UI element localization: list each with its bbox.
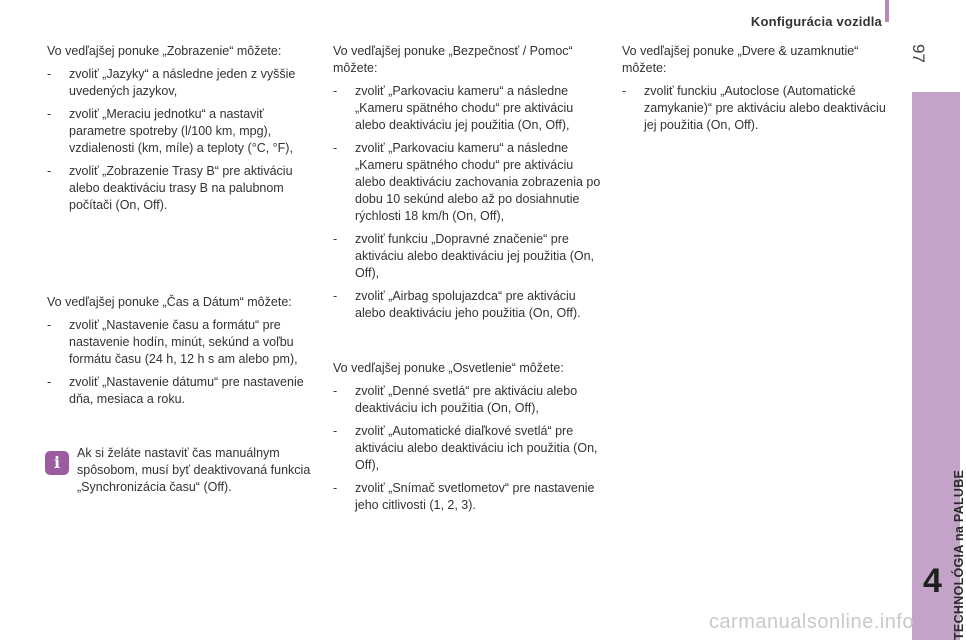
list-item: - zvoliť „Snímač svetlometov“ pre nastavenie jeho citlivosti (1, 2, 3). xyxy=(333,480,605,514)
section-bezpecnost xyxy=(333,43,605,328)
section-intro: Vo vedľajšej ponuke „Osvetlenie“ môžete: xyxy=(333,361,564,375)
section-zobrazenie xyxy=(47,43,312,220)
list-item: - zvoliť „Jazyky“ a následne jeden z vyššie uvedených jazykov, xyxy=(47,66,312,100)
section-cas-datum xyxy=(47,294,312,414)
option-list xyxy=(333,383,605,514)
section-dvere xyxy=(622,43,887,140)
list-item: - zvoliť funckiu „Autoclose (Automatické zamykanie)“ pre aktiváciu alebo deaktiváciu jej použitia (On, Off). xyxy=(622,83,887,134)
list-item: - zvoliť „Airbag spolujazdca“ pre aktiváciu alebo deaktiváciu jeho použitia (On, Off). xyxy=(333,288,605,322)
section-intro: Vo vedľajšej ponuke „Bezpečnosť / Pomoc“ môžete: xyxy=(333,44,573,75)
header-accent-bar xyxy=(885,0,889,22)
list-item: - zvoliť „Zobrazenie Trasy B“ pre aktiváciu alebo deaktiváciu trasy B na palubnom počítači (On, Off). xyxy=(47,163,312,214)
watermark: carmanualsonline.info xyxy=(708,611,914,633)
chapter-number: 4 xyxy=(923,562,942,600)
option-list xyxy=(333,83,605,322)
list-item: - zvoliť „Denné svetlá“ pre aktiváciu alebo deaktiváciu ich použitia (On, Off), xyxy=(333,383,605,417)
section-intro: Vo vedľajšej ponuke „Dvere & uzamknutie“ môžete: xyxy=(622,44,859,75)
list-item: - zvoliť „Automatické diaľkové svetlá“ pre aktiváciu alebo deaktiváciu ich použitia (On, Off), xyxy=(333,423,605,474)
list-item: - zvoliť „Nastavenie dátumu“ pre nastavenie dňa, mesiaca a roku. xyxy=(47,374,312,408)
option-list xyxy=(622,83,887,134)
list-item: - zvoliť „Nastavenie času a formátu“ pre nastavenie hodín, minút, sekúnd a voľbu formátu času (24 h, 12 h s am alebo pm), xyxy=(47,317,312,368)
section-intro: Vo vedľajšej ponuke „Zobrazenie“ môžete: xyxy=(47,44,282,58)
chapter-title: TECHNOLÓGIA na PALUBE xyxy=(952,469,966,640)
list-item: - zvoliť „Parkovaciu kameru“ a následne „Kameru spätného chodu“ pre aktiváciu alebo deaktiváciu zachovania zobrazenia po dobu 10 sekúnd alebo až po dosiahnutie rýchlosti 18 km/h (On, Off), xyxy=(333,140,605,225)
chapter-side-tab xyxy=(912,92,966,640)
option-list xyxy=(47,66,312,214)
section-osvetlenie xyxy=(333,360,605,520)
list-item: - zvoliť funkciu „Dopravné značenie“ pre aktiváciu alebo deaktiváciu jej použitia (On, Off), xyxy=(333,231,605,282)
section-intro: Vo vedľajšej ponuke „Čas a Dátum“ môžete: xyxy=(47,295,292,309)
info-note-text: Ak si želáte nastaviť čas manuálnym spôsobom, musí byť deaktivovaná funkcia „Synchronizácia času“ (Off). xyxy=(77,446,311,494)
page-header-title: Konfigurácia vozidla xyxy=(750,14,882,29)
list-item: - zvoliť „Parkovaciu kameru“ a následne „Kameru spätného chodu“ pre aktiváciu alebo deaktiváciu jej použitia (On, Off), xyxy=(333,83,605,134)
info-icon: i xyxy=(45,451,69,475)
option-list xyxy=(47,317,312,408)
list-item: - zvoliť „Meraciu jednotku“ a nastaviť parametre spotreby (l/100 km, mpg), vzdialenosti (km, míle) a teploty (°C, °F), xyxy=(47,106,312,157)
page-number: 97 xyxy=(909,44,928,63)
